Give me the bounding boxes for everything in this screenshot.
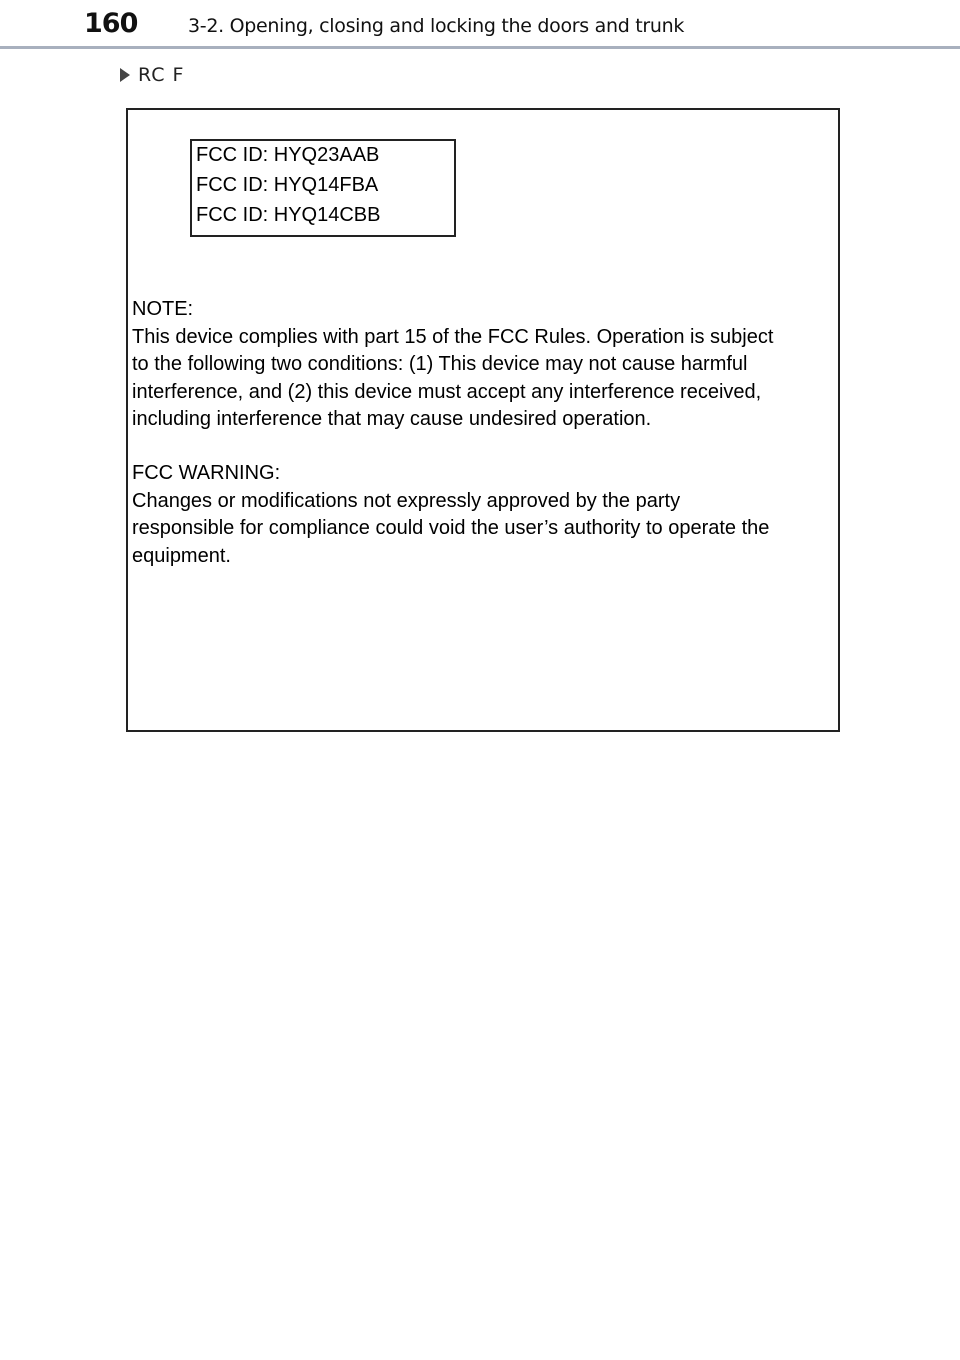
sub-heading xyxy=(120,64,185,86)
note-line: This device complies with part 15 of the FCC Rules. Operation is subject xyxy=(132,325,774,348)
triangle-right-icon xyxy=(120,68,130,82)
page-number: 160 xyxy=(84,8,138,39)
fcc-id-line: FCC ID: HYQ14CBB xyxy=(196,204,381,226)
fcc-warning xyxy=(132,460,769,570)
warning-heading: FCC WARNING: xyxy=(132,462,281,484)
fcc-note xyxy=(132,296,773,434)
note-line: including interference that may cause undesired operation. xyxy=(132,408,652,430)
page-header xyxy=(0,0,960,50)
warning-line: equipment. xyxy=(132,544,231,567)
fcc-id-line: FCC ID: HYQ14FBA xyxy=(196,174,379,196)
sub-heading-text: RC F xyxy=(138,64,185,86)
fcc-label-figure xyxy=(126,108,840,732)
note-line: to the following two conditions: (1) This device may not cause harmful xyxy=(132,353,748,375)
fcc-id-box xyxy=(190,139,456,237)
warning-line: Changes or modifications not expressly approved by the party xyxy=(132,489,681,512)
header-divider xyxy=(0,46,960,49)
fcc-id-line: FCC ID: HYQ23AAB xyxy=(196,144,380,166)
note-heading: NOTE: xyxy=(132,298,194,320)
warning-line: responsible for compliance could void the user’s authority to operate the xyxy=(132,517,770,539)
section-title: 3-2. Opening, closing and locking the doors and trunk xyxy=(188,15,685,37)
note-line: interference, and (2) this device must accept any interference received, xyxy=(132,380,762,403)
